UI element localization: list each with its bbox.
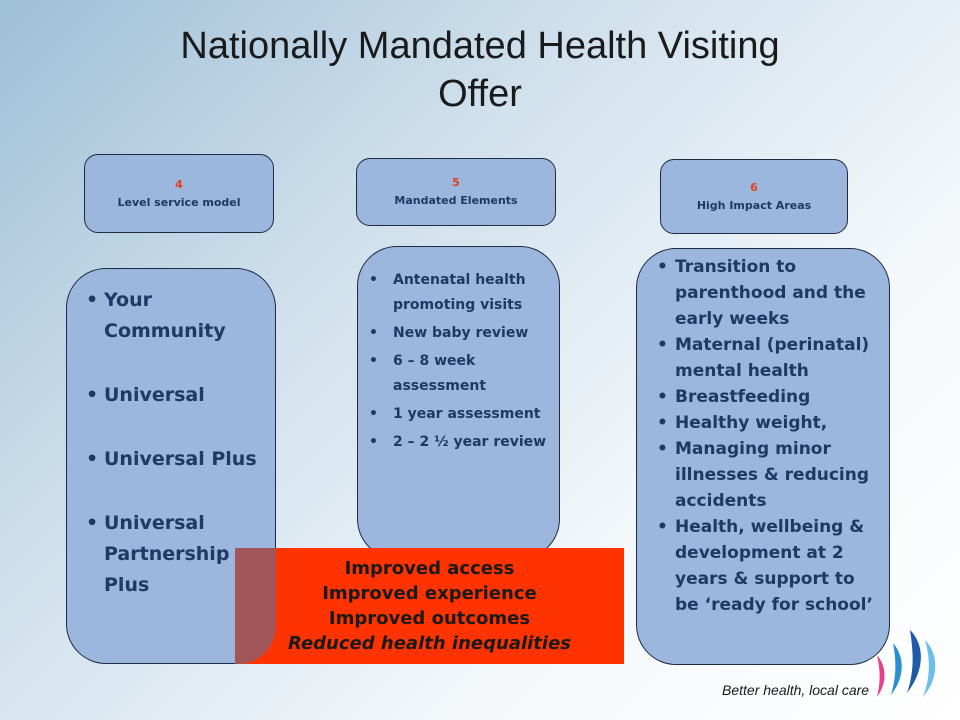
list-item: • Managing minor illnesses & reducing accidents bbox=[657, 436, 875, 514]
panel-impact bbox=[636, 248, 890, 665]
title-line-1: Nationally Mandated Health Visiting bbox=[180, 25, 780, 67]
page-title bbox=[80, 22, 880, 118]
list-item: • Universal Plus bbox=[86, 444, 267, 475]
outcome-line: Improved experience bbox=[322, 583, 537, 604]
mandated-list bbox=[363, 268, 551, 455]
list-item: • Universal bbox=[86, 380, 267, 411]
outcome-line: Improved outcomes bbox=[328, 608, 531, 629]
list-item: • Antenatal health promoting visits bbox=[363, 268, 551, 318]
list-item: • Your Community bbox=[86, 285, 267, 347]
list-item: • 6 – 8 week assessment bbox=[363, 349, 551, 399]
sails-logo-icon bbox=[855, 625, 950, 700]
header-number: 6 bbox=[750, 180, 758, 194]
overlap-shade bbox=[235, 548, 276, 664]
impact-list bbox=[657, 254, 875, 618]
panel-mandated bbox=[357, 246, 560, 559]
title-line-2: Offer bbox=[438, 73, 522, 115]
list-item: • Health, wellbeing & development at 2 years & support to be ‘ready for school’ bbox=[657, 514, 875, 618]
list-item: • 1 year assessment bbox=[363, 402, 551, 427]
header-mandated-elements bbox=[356, 158, 556, 226]
header-label: Level service model bbox=[117, 195, 241, 209]
list-item: • Transition to parenthood and the early weeks bbox=[657, 254, 875, 332]
header-label: High Impact Areas bbox=[696, 198, 812, 212]
outcomes-banner bbox=[235, 548, 624, 664]
header-label: Mandated Elements bbox=[394, 194, 518, 207]
header-number: 4 bbox=[175, 177, 183, 191]
outcome-line: Improved access bbox=[344, 558, 515, 579]
list-item: • Maternal (perinatal) mental health bbox=[657, 332, 875, 384]
header-level-service-model bbox=[84, 154, 274, 233]
list-item: • 2 – 2 ½ year review bbox=[363, 430, 551, 455]
header-high-impact-areas bbox=[660, 159, 848, 234]
list-item: • Healthy weight, bbox=[657, 410, 875, 436]
list-item: • New baby review bbox=[363, 321, 551, 346]
outcome-line: Reduced health inequalities bbox=[288, 633, 571, 654]
list-item: • Universal Partnership Plus bbox=[86, 508, 267, 601]
list-item: • Breastfeeding bbox=[657, 384, 875, 410]
tagline: Better health, local care bbox=[722, 682, 870, 698]
header-number: 5 bbox=[452, 176, 460, 189]
